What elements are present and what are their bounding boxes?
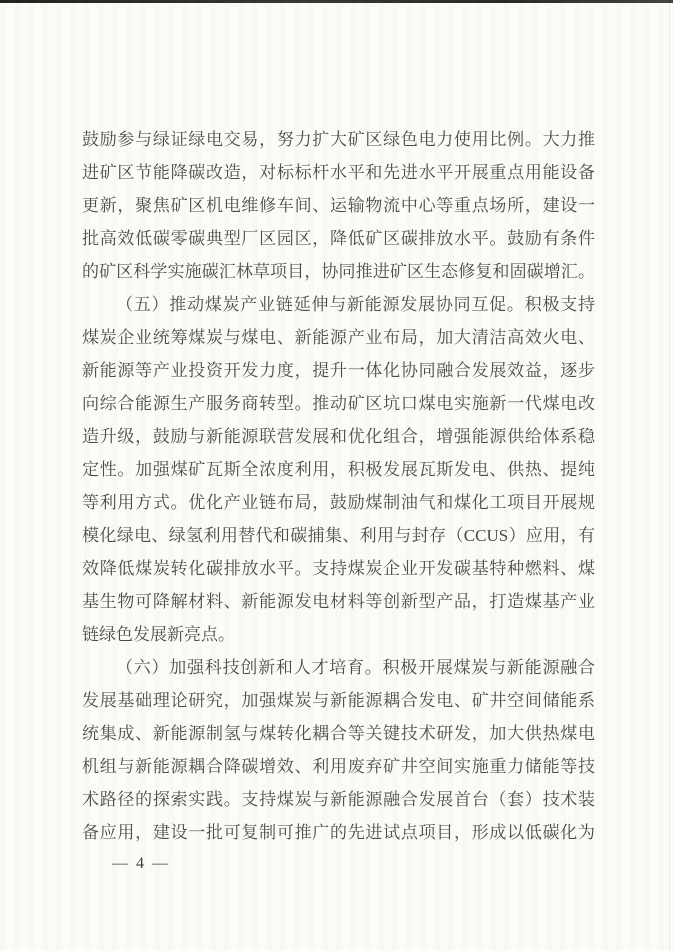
text-line: 备应用，建设一批可复制可推广的先进试点项目，形成以低碳化为	[82, 823, 595, 842]
text-line: 机组与新能源耦合降碳增效、利用废弃矿井空间实施重力储能等技	[82, 757, 595, 776]
text-line: 链绿色发展新亮点。	[82, 625, 235, 644]
text-line: 定性。加强煤矿瓦斯全浓度利用，积极发展瓦斯发电、供热、提纯	[82, 460, 595, 479]
scan-top-edge-artifact	[0, 0, 673, 3]
text-line: 发展基础理论研究，加强煤炭与新能源耦合发电、矿井空间储能系	[82, 691, 595, 710]
text-line: 更新，聚焦矿区机电维修车间、运输物流中心等重点场所，建设一	[82, 196, 595, 215]
text-line: 进矿区节能降碳改造，对标标杆水平和先进水平开展重点用能设备	[82, 163, 595, 182]
text-line: 批高效低碳零碳典型厂区园区，降低矿区碳排放水平。鼓励有条件	[82, 229, 595, 248]
text-line: 向综合能源生产服务商转型。推动矿区坑口煤电实施新一代煤电改	[82, 394, 595, 413]
text-line: 等利用方式。优化产业链布局，鼓励煤制油气和煤化工项目开展规	[82, 493, 595, 512]
text-line: 的矿区科学实施碳汇林草项目，协同推进矿区生态修复和固碳增汇。	[82, 262, 595, 281]
text-line: 新能源等产业投资开发力度，提升一体化协同融合发展效益，逐步	[82, 361, 595, 380]
scan-right-edge-artifact	[669, 0, 670, 951]
text-line: 模化绿电、绿氢利用替代和碳捕集、利用与封存（CCUS）应用，有	[82, 526, 595, 545]
page-number: — 4 —	[112, 855, 170, 872]
document-body	[82, 123, 595, 849]
text-line: 煤炭企业统筹煤炭与煤电、新能源产业布局，加大清洁高效火电、	[82, 328, 595, 347]
text-line: （五）推动煤炭产业链延伸与新能源发展协同互促。积极支持	[116, 295, 595, 314]
text-line: 鼓励参与绿证绿电交易，努力扩大矿区绿色电力使用比例。大力推	[82, 130, 595, 149]
text-line: （六）加强科技创新和人才培育。积极开展煤炭与新能源融合	[116, 658, 595, 677]
text-line: 效降低煤炭转化碳排放水平。支持煤炭企业开发碳基特种燃料、煤	[82, 559, 595, 578]
text-line: 术路径的探索实践。支持煤炭与新能源融合发展首台（套）技术装	[82, 790, 595, 809]
text-line: 基生物可降解材料、新能源发电材料等创新型产品，打造煤基产业	[82, 592, 595, 611]
text-line: 统集成、新能源制氢与煤转化耦合等关键技术研发，加大供热煤电	[82, 724, 595, 743]
text-line: 造升级，鼓励与新能源联营发展和优化组合，增强能源供给体系稳	[82, 427, 595, 446]
